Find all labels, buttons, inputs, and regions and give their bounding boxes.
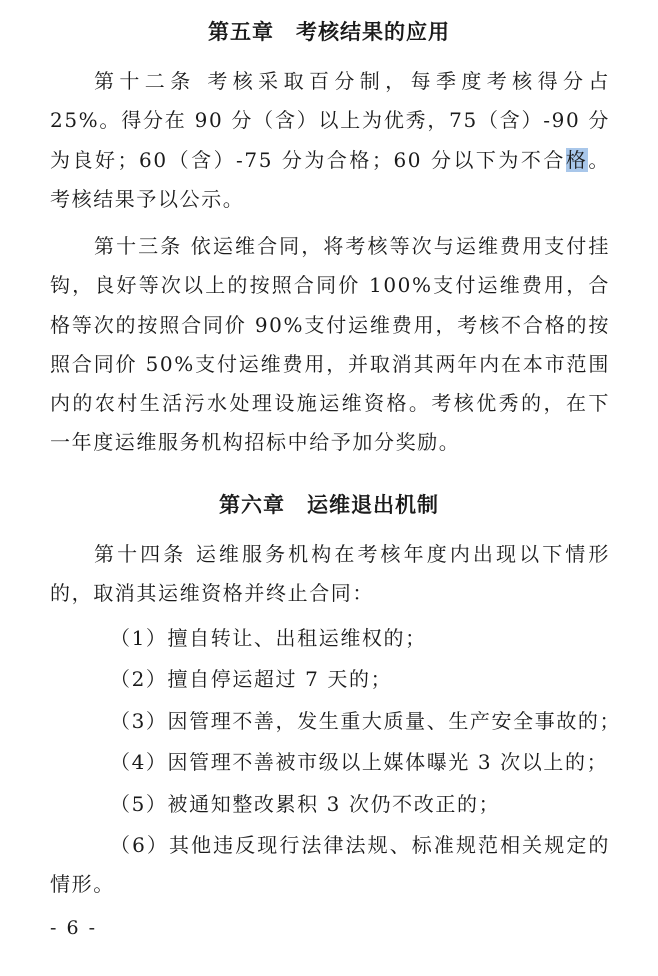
- article-13: [50, 227, 610, 463]
- article-12: [50, 62, 610, 219]
- list-item: （1）擅自转让、出租运维权的；: [110, 626, 427, 650]
- chapter-6-title: 运维退出机制: [307, 493, 439, 517]
- chapter-5-number: 第五章: [208, 20, 274, 44]
- selected-text-highlight[interactable]: 格: [565, 147, 589, 172]
- article-14-text: 第十四条 运维服务机构在考核年度内出现以下情形的，取消其运维资格并终止合同：: [50, 542, 610, 606]
- chapter-6-heading: [0, 490, 658, 520]
- article-12-text: 第十二条 考核采取百分制，每季度考核得分占 25%。得分在 90 分（含）以上为优秀，75（含）-90 分为良好；60（含）-75 分为合格；60 分以下为不合: [50, 69, 610, 172]
- list-item: （4）因管理不善被市级以上媒体曝光 3 次以上的；: [110, 750, 609, 774]
- article-13-text: 第十三条 依运维合同，将考核等次与运维费用支付挂钩，良好等次以上的按照合同价 100%支付运维费用，合格等次的按照合同价 90%支付运维费用，考核不合格的按照合同价 50%支付运维费用，并取消其两年内在本市范围内的农村生活污水处理设施运维资格。考核优秀的，在下一年度运维服务机构招标中给予加分奖励。: [50, 234, 610, 455]
- list-item: （5）被通知整改累积 3 次仍不改正的；: [110, 792, 501, 816]
- article-14: [50, 535, 610, 614]
- list-item: （3）因管理不善，发生重大质量、生产安全事故的；: [110, 709, 622, 733]
- article-12-text-end: 。考核结果予以公示。: [50, 147, 610, 211]
- list-item: （2）擅自停运超过 7 天的；: [110, 667, 393, 691]
- chapter-5-heading: [0, 17, 658, 47]
- chapter-5-title: 考核结果的应用: [296, 20, 450, 44]
- list-item: （6）其他违反现行法律法规、标准规范相关规定的情形。: [50, 833, 610, 897]
- chapter-6-number: 第六章: [219, 493, 285, 517]
- page-number: - 6 -: [50, 917, 98, 939]
